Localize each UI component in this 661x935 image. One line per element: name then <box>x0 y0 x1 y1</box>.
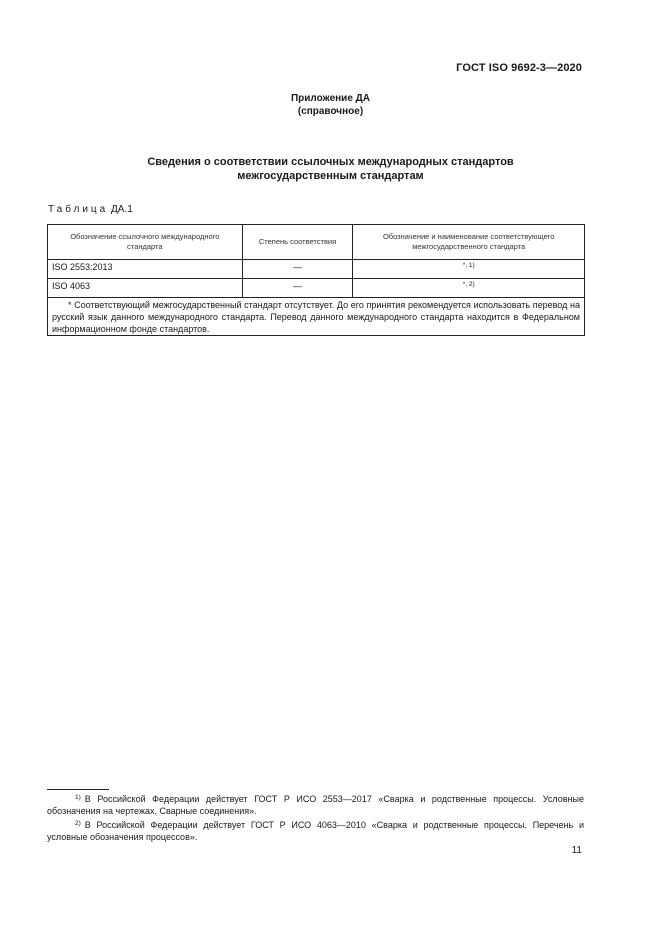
table-caption-number: ДА.1 <box>111 204 133 215</box>
footnotes <box>47 793 584 845</box>
header-degree-of-correspondence: Степень соответствия <box>242 225 353 260</box>
annex-title: Приложение ДА <box>290 93 371 104</box>
section-title-line-2: межгосударственным стандартам <box>237 170 424 182</box>
footnote-1-text: В Российской Федерации действует ГОСТ Р ИСО 2553—2017 «Сварка и родственные процессы. Условные обозначения на чертежах. Сварные соединения». <box>47 794 584 816</box>
cell-designation: ISO 4063 <box>48 279 243 298</box>
cell-interstate <box>353 260 585 279</box>
section-title-line-1: Сведения о соответствии ссылочных международных стандартов <box>147 156 514 168</box>
table-caption <box>48 204 133 215</box>
cell-designation: ISO 2553:2013 <box>48 260 243 279</box>
footnote-2-mark: 2) <box>75 820 81 827</box>
page-number: 11 <box>571 845 582 856</box>
table-caption-prefix: Таблица <box>48 204 109 215</box>
annex-heading <box>0 92 661 118</box>
section-title <box>0 155 661 183</box>
header-international-standard: Обозначение ссылочного международного стандарта <box>48 225 243 260</box>
table-row <box>48 260 585 279</box>
annex-subtitle: (справочное) <box>297 106 364 117</box>
footnote-mark: *, 2) <box>462 281 475 288</box>
cell-degree: — <box>242 279 353 298</box>
footnote-2 <box>47 819 584 843</box>
footnote-2-text: В Российской Федерации действует ГОСТ Р ИСО 4063—2010 «Сварка и родственные процессы. Перечень и условные обозначения процессов». <box>47 820 584 842</box>
table-header-row <box>48 225 585 260</box>
cell-degree: — <box>242 260 353 279</box>
document-code: ГОСТ ISO 9692-3—2020 <box>456 62 582 74</box>
table-note <box>48 298 585 336</box>
table-note-row <box>48 298 585 336</box>
cell-interstate <box>353 279 585 298</box>
correspondence-table <box>47 224 585 336</box>
footnote-1-mark: 1) <box>75 794 81 801</box>
table-row <box>48 279 585 298</box>
footnote-1 <box>47 793 584 817</box>
table-note-text: * Соответствующий межгосударственный стандарт отсутствует. До его принятия рекомендуется использовать перевод на русский язык данного международного стандарта. Перевод данного международного стандарта находится в Федеральном информационном фонде стандартов. <box>52 300 580 334</box>
header-interstate-standard: Обозначение и наименование соответствующего межгосударственного стандарта <box>353 225 585 260</box>
footnote-separator <box>47 789 109 790</box>
footnote-mark: *, 1) <box>462 262 475 269</box>
